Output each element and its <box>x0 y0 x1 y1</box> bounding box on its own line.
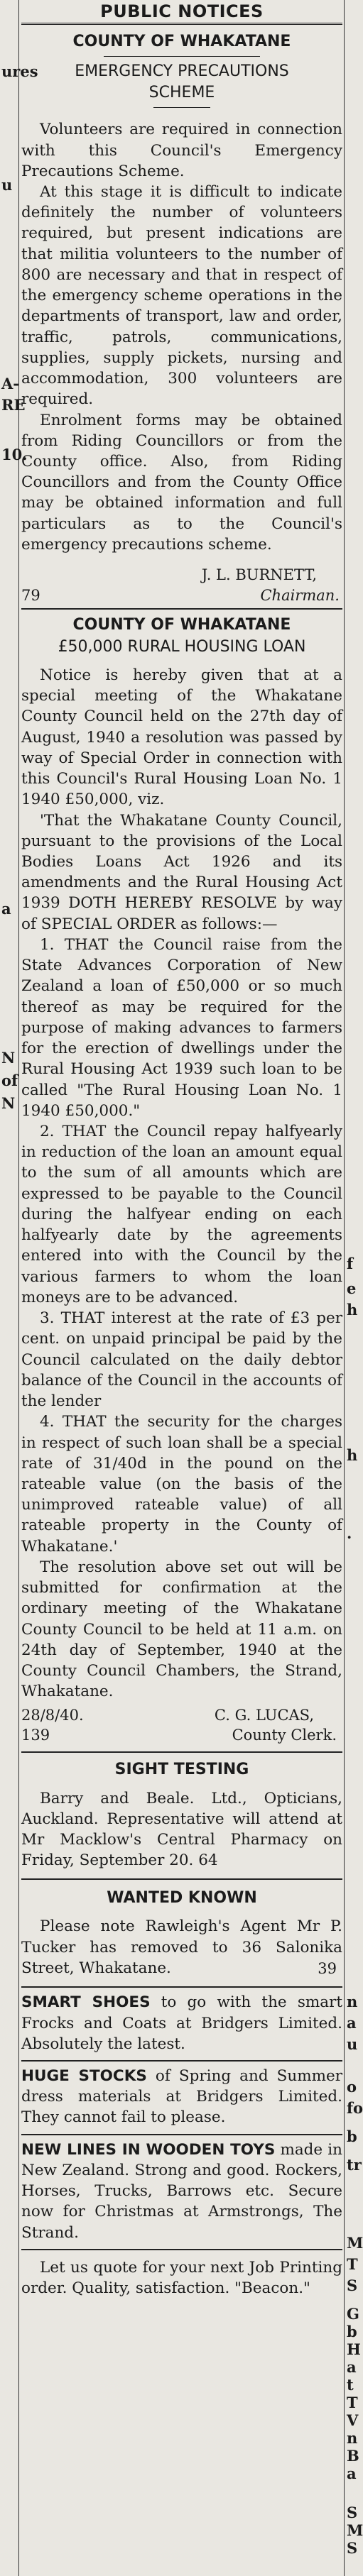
right-fragment: H <box>347 2340 361 2358</box>
right-fragment: o <box>347 2078 357 2096</box>
wanted-known-ad <box>21 1880 342 1978</box>
notice1-ref: 79 <box>21 586 40 604</box>
notice2-paragraph-6: 4. THAT the security for the charges in respect of such loan shall be a special rate of 31/40d in the pound on the rateable value (on the basis of the unimproved rateable value) of all rateable property in the County of Whakatane.' <box>21 1413 342 1556</box>
sight-testing-ad <box>21 1753 342 1871</box>
ad-smart-shoes-body: to go with the smart Frocks and Coats at Bridgers Limited. Absolutely the latest. <box>21 1993 342 2053</box>
notice1-role: Chairman. <box>260 586 340 604</box>
huge-stocks-ad <box>21 2062 342 2134</box>
notice2-signatory: C. G. LUCAS, <box>214 1706 314 1724</box>
notice1-signatory <box>21 565 342 585</box>
left-fragment: N <box>1 1094 16 1112</box>
notice2-paragraph-3: 1. THAT the Council raise from the State Advances Corporation of New Zealand a loan of £50,000 or so much thereof as may be required for the purpose of making advances to farmers for the erection of dwellings under the Rural Housing Act 1939 such loan to be called "The Rural Housing Loan No. 1 1940 £50,000." <box>21 935 342 1120</box>
notice1-paragraph-3: Enrolment forms may be obtained from Riding Councillors or from the County office. Also, from Riding Councillors and from the County Office may be obtained information and full particulars as to the Council's emergency precautions scheme. <box>21 411 342 554</box>
notice2-title: COUNTY OF WHAKATANE <box>72 616 291 634</box>
right-fragment: f <box>347 1255 354 1272</box>
right-fragment: B <box>347 2447 359 2465</box>
right-fragment: V <box>347 2411 359 2429</box>
notice2-subtitle: £50,000 RURAL HOUSING LOAN <box>58 638 306 656</box>
notice1-signatory-name: J. L. BURNETT, <box>201 566 317 584</box>
right-fragment: h <box>347 1301 358 1319</box>
right-fragment: h <box>347 1446 358 1464</box>
right-fragment: n <box>347 1993 358 2010</box>
notice1-title-rule <box>104 56 260 57</box>
wanted-text-body: Please note Rawleigh's Agent Mr P. Tucker has removed to 36 Salonika Street, Whakatane. <box>21 1917 342 1977</box>
right-fragment: tr <box>347 2156 362 2174</box>
ad-wooden-toys-body: made in New Zealand. Strong and good. Rockers, Horses, Trucks, Barrows etc. Secure now for Christmas at Armstrongs, The Strand. <box>21 2140 342 2242</box>
wanted-title: WANTED KNOWN <box>107 1888 257 1907</box>
right-fragment: u <box>347 2035 358 2053</box>
ad-wooden-toys-text <box>21 2140 342 2243</box>
ad-smart-shoes-text <box>21 1992 342 2054</box>
left-fragment: 10. <box>1 446 28 463</box>
job-printing-ad <box>21 2250 342 2299</box>
printing-text: Let us quote for your next Job Printing order. Quality, satisfaction. "Beacon." <box>21 2258 342 2298</box>
left-fragment: N <box>1 1049 16 1067</box>
sight-text <box>21 1788 342 1871</box>
sight-title: SIGHT TESTING <box>114 1760 249 1778</box>
public-notices-column <box>21 0 342 2299</box>
left-fragment: a <box>1 900 11 918</box>
right-fragment: T <box>347 2394 358 2411</box>
sight-text-body: Barry and Beale. Ltd., Opticians, Auckland. Representative will attend at Mr Macklow's Central Pharmacy on Friday, September 20. <box>21 1789 342 1870</box>
right-fragment: . <box>347 1524 352 1542</box>
right-fragment: S <box>347 2539 358 2557</box>
left-fragment: A- <box>1 375 20 392</box>
right-fragment: G <box>347 2305 359 2323</box>
right-fragment: b <box>347 2128 357 2145</box>
right-fragment: M <box>347 2234 363 2252</box>
left-fragment: ures <box>1 62 38 80</box>
right-fragment: n <box>347 2429 358 2447</box>
notice2-ref: 139 <box>21 1727 50 1744</box>
right-fragment: b <box>347 2323 357 2340</box>
ad-huge-stocks-body: of Spring and Summer dress materials at Bridgers Limited. They cannot fail to please. <box>21 2066 342 2127</box>
right-fragment: e <box>347 1279 357 1297</box>
wanted-ref: 39 <box>318 1960 337 1978</box>
notice2-paragraph-4: 2. THAT the Council repay halfyearly in reduction of the loan an amount equal to the sum of all amounts which are expressed to be payable to the Council during the halfyear ending on each halfyearly date by the agreements entered into with the Council by the various farmers to whom the loan moneys are to be advanced. <box>21 1123 342 1306</box>
right-column-fragments <box>344 0 363 2576</box>
right-fragment: M <box>347 2521 363 2539</box>
notice-emergency-precautions <box>21 25 342 605</box>
right-fragment: a <box>347 2465 357 2482</box>
notice1-subtitle: EMERGENCY PRECAUTIONS SCHEME <box>75 62 289 101</box>
notice2-signature-line-2 <box>21 1725 342 1746</box>
ad-smart-shoes-lead: SMART SHOES <box>21 1993 151 2012</box>
notice1-paragraph-1: Volunteers are required in connection with this Council's Emergency Precautions Scheme. <box>21 121 342 180</box>
section-header: PUBLIC NOTICES <box>100 1 264 21</box>
notice2-signature-line-1 <box>21 1705 342 1726</box>
right-fragment: a <box>347 2358 357 2376</box>
left-fragment: of <box>1 1072 18 1089</box>
smart-shoes-ad <box>21 1988 342 2060</box>
notice2-paragraph-7: The resolution above set out will be submitted for confirmation at the ordinary meeting of the Whakatane County Council to be held at 11 a.m. on 24th day of September, 1940 at the County Council Chambers, the Strand, Whakatane. <box>21 1558 342 1701</box>
right-fragment: fo <box>347 2099 363 2117</box>
sight-ref: 64 <box>198 1851 218 1870</box>
left-fragment: u <box>1 176 13 194</box>
right-fragment: a <box>347 2014 357 2032</box>
left-fragment: RE <box>1 396 26 414</box>
right-fragment: T <box>347 2255 358 2273</box>
notice2-date: 28/8/40. <box>21 1706 84 1724</box>
notice1-subtitle-rule <box>153 107 210 108</box>
right-fragment: S <box>347 2277 358 2294</box>
notice2-paragraph-1: Notice is hereby given that at a special meeting of the Whakatane County Council held on the 27th day of August, 1940 a resolution was passed by way of Special Order in connection with this Council's Rural Housing Loan No. 1 1940 £50,000, viz. <box>21 666 342 809</box>
right-fragment: t <box>347 2376 354 2394</box>
notice2-role: County Clerk. <box>232 1727 337 1744</box>
wooden-toys-ad <box>21 2135 342 2249</box>
notice1-title: COUNTY OF WHAKATANE <box>72 33 291 50</box>
notice1-signature-line <box>21 585 342 606</box>
notice2-paragraph-5: 3. THAT interest at the rate of £3 per cent. on unpaid principal be paid by the Council calculated on the daily debtor balance of the Council in the accounts of the lender <box>21 1309 342 1411</box>
right-fragment: S <box>347 2504 358 2521</box>
notice2-paragraph-2: 'That the Whakatane County Council, pursuant to the provisions of the Local Bodies Loans Act 1926 and its amendments and the Rural Housing Act 1939 DOTH HEREBY RESOLVE by way of SPECIAL ORDER as follows:— <box>21 811 342 933</box>
ad-wooden-toys-lead: NEW LINES IN WOODEN TOYS <box>21 2140 276 2159</box>
notice1-paragraph-2: At this stage it is difficult to indicate definitely the number of volunteers required, but present indications are that militia volunteers to the number of 800 are necessary and that in respect of the emergency scheme operations in the departments of transport, law and order, traffic, patrols, communications, supplies, supply pickets, nursing and accommodation, 300 volunteers are required. <box>21 182 342 409</box>
ad-huge-stocks-lead: HUGE STOCKS <box>21 2066 147 2085</box>
ad-huge-stocks-text <box>21 2066 342 2128</box>
notice-rural-housing-loan <box>21 610 342 1745</box>
